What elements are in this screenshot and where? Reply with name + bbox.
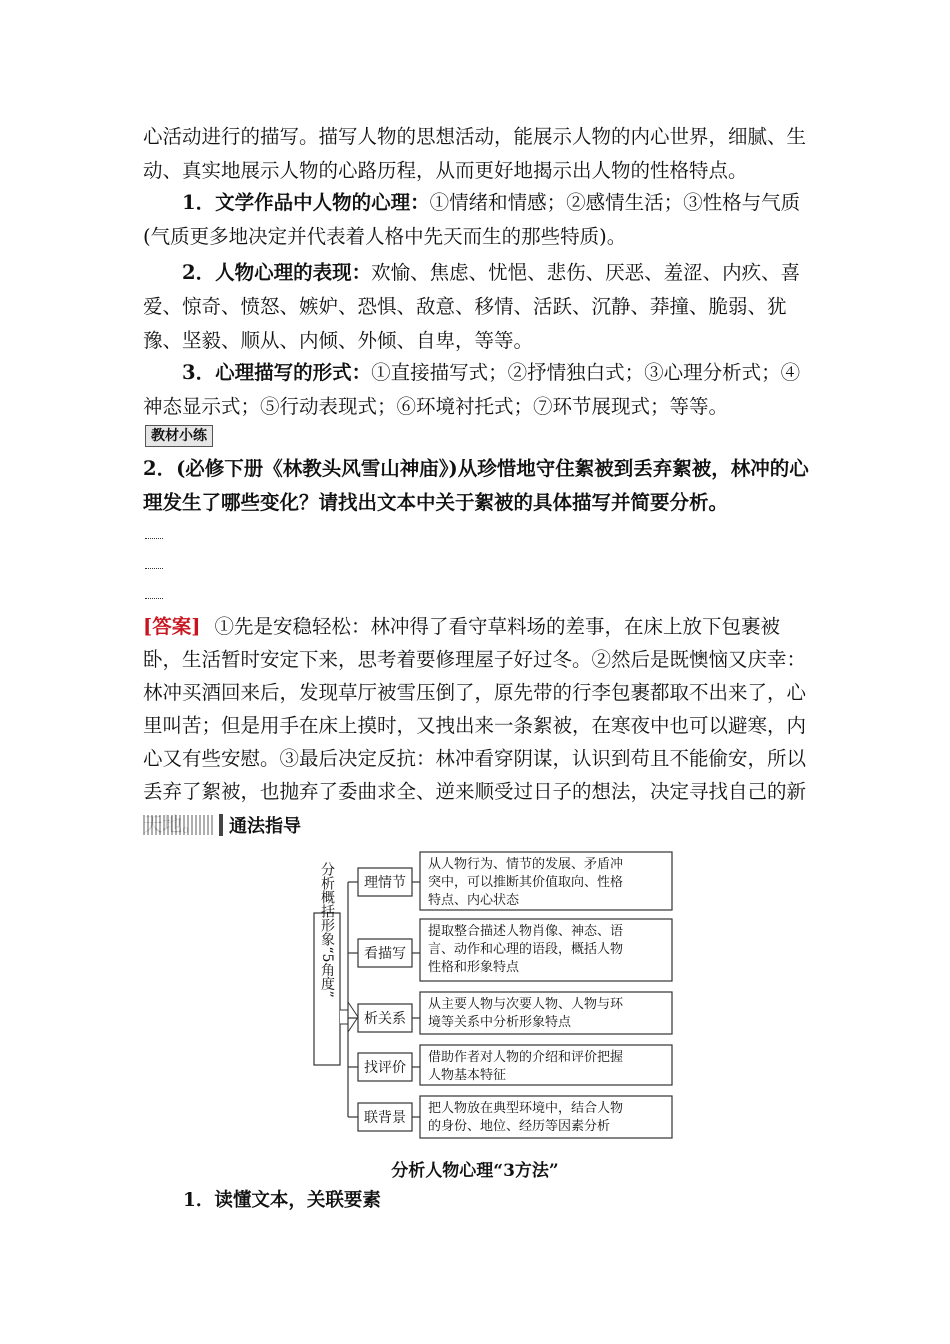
diagram-branch-label: 看描写 xyxy=(364,946,406,962)
answer-blank-line xyxy=(145,538,163,539)
diagram-desc-line: 性格和形象特点 xyxy=(428,960,520,975)
point-1 xyxy=(143,186,811,254)
answer-blank-line xyxy=(145,598,163,599)
intro-line-1: 心活动进行的描写。描写人物的思想活动，能展示人物的内心世界，细腻、生 xyxy=(143,125,807,148)
section-header xyxy=(143,812,301,838)
exercise-question: 2．(必修下册《林教头风雪山神庙》)从珍惜地守住絮被到丢弃絮被，林冲的心理发生了哪些变化？请找出文本中关于絮被的具体描写并简要分析。 xyxy=(143,457,809,514)
section-hatch-decoration xyxy=(143,815,213,835)
point-2-label: 2．人物心理的表现： xyxy=(182,261,372,284)
point-1-label: 1．文学作品中人物的心理： xyxy=(182,191,430,214)
exercise-tag: 教材小练 xyxy=(145,425,213,447)
method-heading-1: 1．读懂文本，关联要素 xyxy=(183,1190,381,1211)
diagram-branch-label: 析关系 xyxy=(364,1011,406,1027)
point-1-text: ①情绪和情感；②感情生活；③性格与气质(气质更多地决定并代表着人格中先天而生的那些特质)。 xyxy=(143,191,801,248)
point-3-text: ①直接描写式；②抒情独白式；③心理分析式；④神态显示式；⑤行动表现式；⑥环境衬托式；⑦环节展现式；等等。 xyxy=(143,361,801,418)
diagram-desc-line: 境等关系中分析形象特点 xyxy=(428,1015,572,1030)
diagram-desc-line: 的身份、地位、经历等因素分析 xyxy=(428,1119,611,1134)
diagram-desc-line: 突中，可以推断其价值取向、性格 xyxy=(428,875,624,890)
point-2-text: 欢愉、焦虑、忧悒、悲伤、厌恶、羞涩、内疚、喜爱、惊奇、愤怒、嫉妒、恐惧、敌意、移情、活跃、沉静、莽撞、脆弱、犹豫、坚毅、顺从、内倾、外倾、自卑，等等。 xyxy=(143,261,801,352)
diagram-desc-line: 言、动作和心理的语段，概括人物 xyxy=(428,942,624,957)
diagram-branch-label: 找评价 xyxy=(364,1060,406,1076)
diagram-desc-line: 提取整合描述人物肖像、神态、语 xyxy=(428,924,624,939)
diagram-desc-line: 借助作者对人物的介绍和评价把握 xyxy=(428,1050,624,1065)
diagram-branch-label: 联背景 xyxy=(364,1110,406,1126)
section-bar-decoration xyxy=(219,814,223,836)
diagram-desc-line: 特点、内心状态 xyxy=(428,893,520,908)
diagram-root-label: 分析概括形象“5角度” xyxy=(319,862,335,998)
diagram-caption: 分析人物心理“3方法” xyxy=(391,1161,559,1181)
intro-line-2: 动、真实地展示人物的心路历程，从而更好地揭示出人物的性格特点。 xyxy=(143,159,748,182)
diagram-arrow xyxy=(340,1002,358,1032)
answer-blank-line xyxy=(145,568,163,569)
analysis-diagram xyxy=(300,840,680,1145)
diagram-desc-line: 从人物行为、情节的发展、矛盾冲 xyxy=(428,857,624,872)
diagram-desc-line: 从主要人物与次要人物、人物与环 xyxy=(428,997,624,1012)
diagram-desc-line: 人物基本特征 xyxy=(428,1068,507,1083)
answer-text: ①先是安稳轻松：林冲得了看守草料场的差事，在床上放下包裹被卧，生活暂时安定下来，思考着要修理屋子好过冬。②然后是既懊恼又庆幸：林冲买酒回来后，发现草厅被雪压倒了，原先带的行李包裹都取不出来了，心里叫苦；但是用手在床上摸时，又拽出来一条絮被，在寒夜中也可以避寒，内心又有些安慰。③最后决定反抗：林冲看穿阴谋，认识到苟且不能偷安，所以丢弃了絮被，也抛弃了委曲求全、逆来顺受过日子的想法，决定寻找自己的新 xyxy=(143,615,807,803)
answer-tag: [答案] xyxy=(143,615,201,638)
point-3 xyxy=(143,356,811,424)
answer-paragraph xyxy=(143,610,811,841)
diagram-desc-line: 把人物放在典型环境中，结合人物 xyxy=(428,1101,624,1116)
section-title: 通法指导 xyxy=(229,816,301,837)
intro-paragraph xyxy=(143,120,811,188)
point-2 xyxy=(143,256,811,358)
point-3-label: 3．心理描写的形式： xyxy=(182,361,372,384)
diagram-branch-label: 理情节 xyxy=(364,875,406,891)
